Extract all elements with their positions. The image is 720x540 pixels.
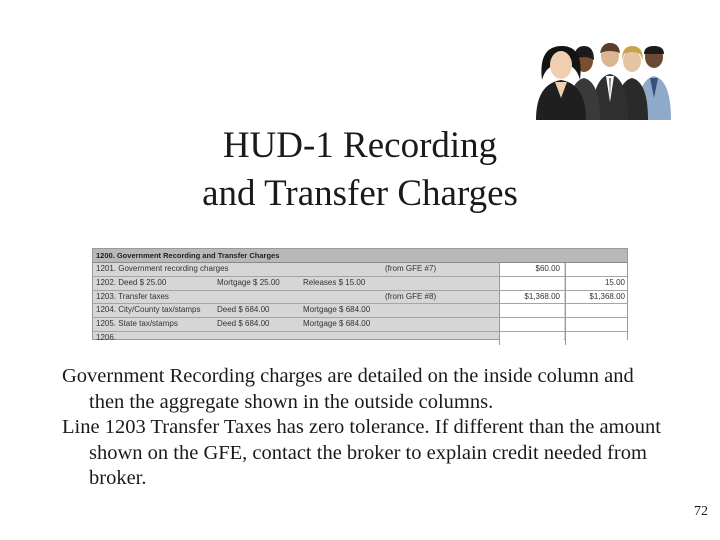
body-paragraph-2: Line 1203 Transfer Taxes has zero tolerance. If different than the amount shown on the GFE, contact the broker to explain credit needed from broker. [62,416,661,490]
row-source: (from GFE #8) [385,291,437,301]
row-label: 1201. Government recording charges [96,264,229,273]
inner-column-value [499,304,564,317]
slide-title [140,122,580,218]
inner-column-value: $60.00 [499,263,564,276]
table-row [93,291,627,305]
row-label: 1202. Deed $ 25.00 [96,277,167,287]
inner-column-value [499,318,564,331]
hud-1-table-excerpt [92,248,628,340]
outer-column-value [565,263,627,276]
row-label: 1204. City/County tax/stamps [96,305,201,315]
row-subamount-2: Mortgage $ 684.00 [303,305,371,315]
row-subamount-1: Deed $ 684.00 [217,305,270,315]
row-label: 1206. [96,332,117,342]
inner-column-value: $1,368.00 [499,291,564,304]
row-label: 1205. State tax/stamps [96,319,178,329]
table-row [93,332,627,345]
body-paragraph-1: Government Recording charges are detailed on the inside column and then the aggregate shown in the outside columns. [62,365,634,413]
outer-column-value [565,318,627,331]
row-subamount-2: Mortgage $ 684.00 [303,319,371,329]
table-row [93,318,627,332]
row-label: 1203. Transfer taxes [96,291,169,301]
outer-column-value [565,332,627,345]
table-row [93,263,627,277]
table-row [93,277,627,291]
page-number: 72 [694,504,708,519]
inner-column-value [499,277,564,290]
slide-body [62,364,672,492]
row-subamount-1: Deed $ 684.00 [217,319,270,329]
outer-column-value [565,304,627,317]
row-source: (from GFE #7) [385,264,437,273]
outer-column-value: 15.00 [565,277,627,290]
business-people-photo [522,40,688,120]
inner-column-value [499,332,564,345]
row-subamount-2: Releases $ 15.00 [303,277,366,287]
title-line-1: HUD-1 Recording [222,125,498,166]
table-header: 1200. Government Recording and Transfer Charges [93,249,627,263]
outer-column-value: $1,368.00 [565,291,627,304]
title-line-2: and Transfer Charges [202,173,518,214]
table-row [93,304,627,318]
row-subamount-1: Mortgage $ 25.00 [217,277,280,287]
